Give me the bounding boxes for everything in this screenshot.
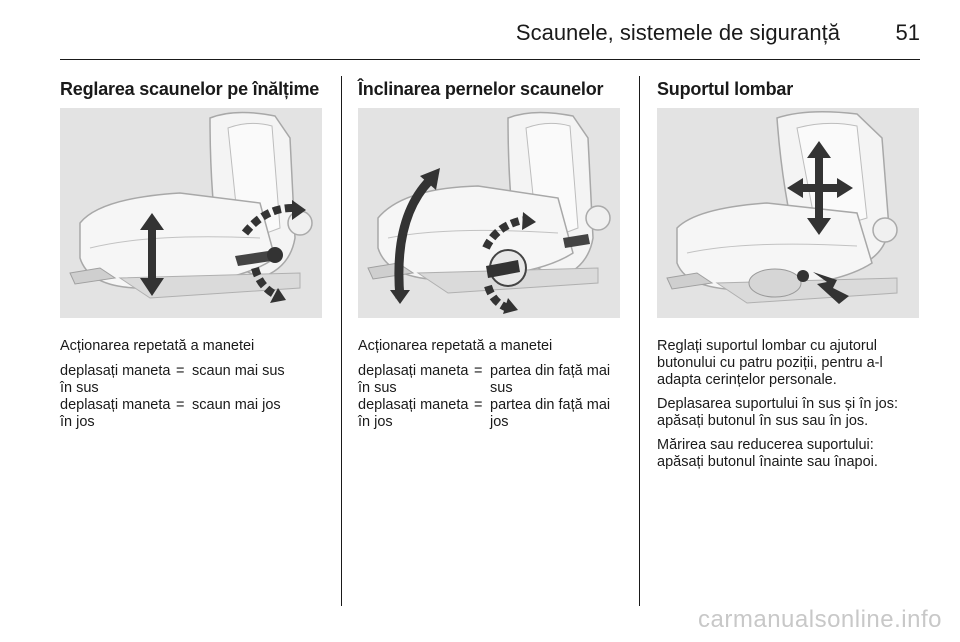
section-lumbar-support: [657, 74, 919, 478]
header-rule: [60, 59, 920, 60]
definition-value: scaun mai sus: [192, 363, 285, 379]
definition-list: [358, 363, 620, 431]
watermark-brand: carmanualsonline.info: [698, 606, 942, 633]
paragraph: Mărirea sau reducerea suportului: apăsați butonul înainte sau înapoi.: [657, 437, 878, 470]
definition-value: scaun mai jos: [192, 397, 281, 413]
column-divider: [639, 76, 640, 606]
section-text: [657, 338, 919, 471]
seat-cushion-tilt-illustration: [358, 108, 620, 318]
definition-term: deplasați maneta în jos: [60, 397, 171, 430]
section-seat-height: [60, 74, 322, 431]
definition-equals: =: [474, 363, 483, 379]
paragraph: Deplasarea suportului în sus și în jos: apăsați butonul în sus sau în jos.: [657, 396, 898, 429]
section-cushion-tilt: [358, 74, 620, 431]
section-title: Înclinarea pernelor scaunelor: [358, 79, 604, 99]
paragraph: Reglați suportul lombar cu ajutorul butonului cu patru poziții, pentru a-l adapta cerințelor personale.: [657, 338, 883, 388]
definition-value: partea din față mai sus: [490, 363, 611, 396]
column-divider: [341, 76, 342, 606]
chapter-title: Scaunele, sistemele de siguranță: [515, 20, 840, 45]
definition-list: [60, 363, 322, 431]
seat-height-illustration: [60, 108, 322, 318]
section-title: Reglarea scaunelor pe înălțime: [60, 79, 320, 99]
definition-equals: =: [474, 397, 483, 413]
section-title: Suportul lombar: [657, 79, 793, 99]
definition-value: partea din față mai jos: [490, 397, 611, 430]
definition-term: deplasați maneta în jos: [358, 397, 469, 430]
page-header: [60, 18, 920, 60]
definition-term: deplasați maneta în sus: [60, 363, 171, 396]
page-number: 51: [895, 20, 920, 45]
definition-term: deplasați maneta în sus: [358, 363, 469, 396]
definition-equals: =: [176, 397, 185, 413]
figure-caption: Acționarea repetată a manetei: [358, 338, 553, 354]
definition-equals: =: [176, 363, 185, 379]
figure-caption: Acționarea repetată a manetei: [60, 338, 255, 354]
lumbar-support-illustration: [657, 108, 919, 318]
